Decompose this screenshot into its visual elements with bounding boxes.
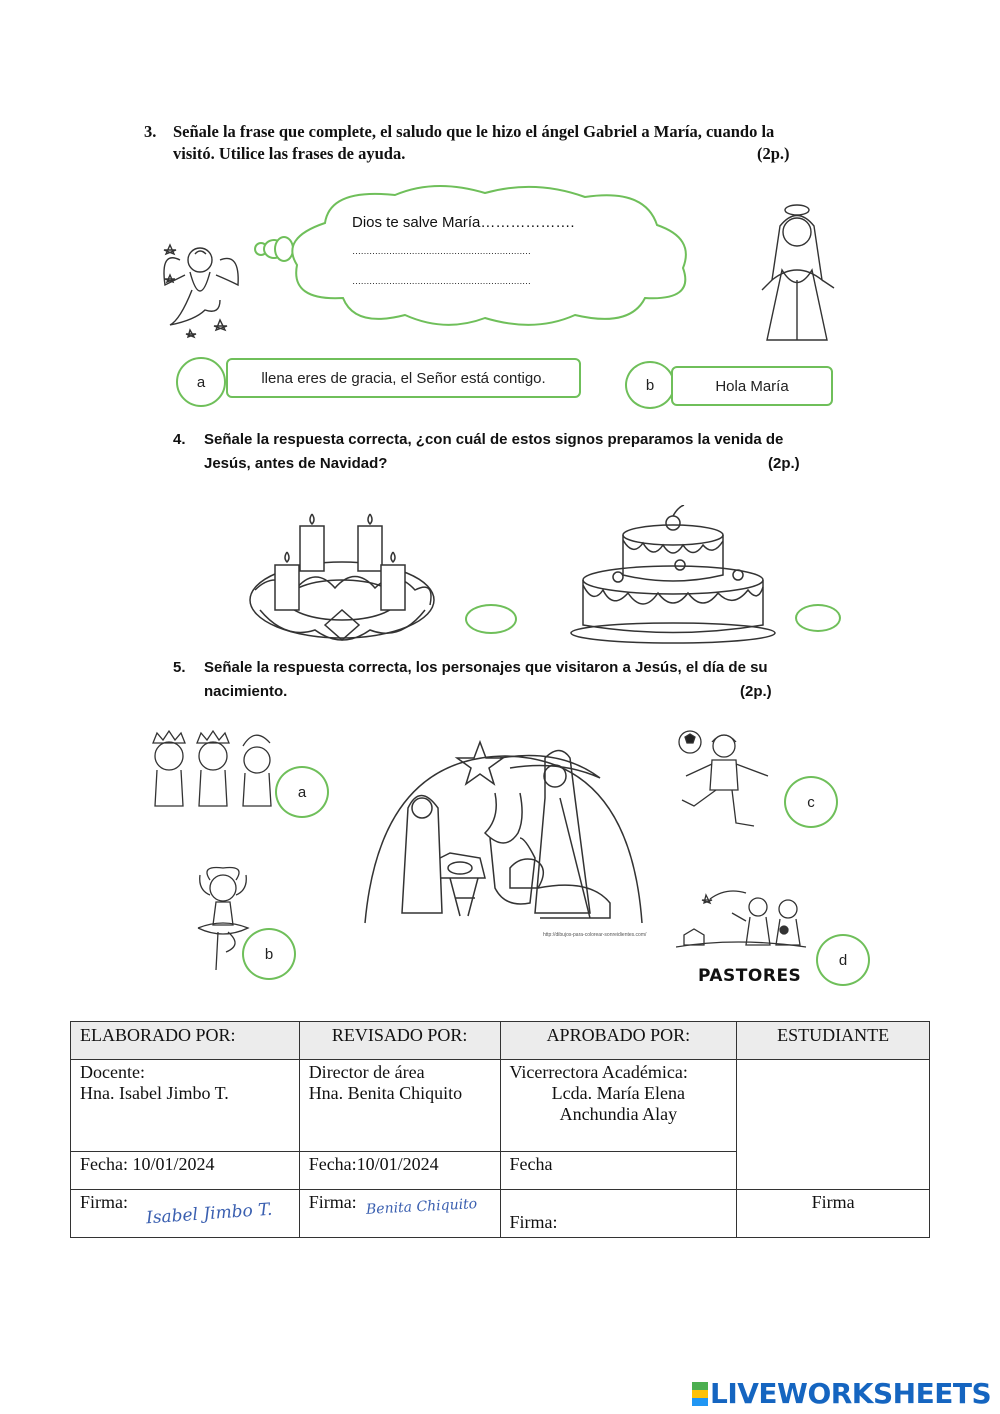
q3-option-a-box[interactable]: llena eres de gracia, el Señor está contigo. xyxy=(226,358,581,398)
q3-number: 3. xyxy=(144,122,157,141)
soccer-kid-illustration xyxy=(676,728,776,833)
cell-vicerrectora xyxy=(500,1060,737,1152)
q5-line1: Señale la respuesta correcta, los personajes que visitaron a Jesús, el día de su xyxy=(204,659,768,676)
cloud-line-1: Dios te salve María………………. xyxy=(352,214,575,231)
q4-option-wreath-oval[interactable] xyxy=(465,604,517,634)
q4-number: 4. xyxy=(173,431,186,448)
q4-option-cake-oval[interactable] xyxy=(795,604,841,632)
q3-points: (2p.) xyxy=(757,144,790,163)
name-maria-1: Lcda. María Elena xyxy=(551,1083,686,1103)
role-docente: Docente: xyxy=(80,1062,145,1082)
cell-estudiante-blank[interactable] xyxy=(737,1060,930,1190)
q5-points: (2p.) xyxy=(740,683,772,700)
cell-director xyxy=(299,1060,500,1152)
angel-illustration xyxy=(150,230,245,345)
lws-logo-icon xyxy=(692,1382,708,1406)
sign-estudiante[interactable]: Firma xyxy=(737,1190,930,1238)
role-director: Director de área xyxy=(308,1062,425,1082)
date-aprobado: Fecha xyxy=(500,1152,737,1190)
table-row xyxy=(71,1060,930,1152)
speech-cloud xyxy=(285,183,693,331)
q4-line1: Señale la respuesta correcta, ¿con cuál de estos signos preparamos la venida de xyxy=(204,431,784,448)
name-isabel: Hna. Isabel Jimbo T. xyxy=(80,1083,229,1103)
logo-text: LIVEWORKSHEETS xyxy=(710,1377,992,1410)
nativity-illustration xyxy=(360,738,650,943)
cell-docente xyxy=(71,1060,300,1152)
name-maria-2: Anchundia Alay xyxy=(559,1104,678,1124)
date-revisado: Fecha:10/01/2024 xyxy=(299,1152,500,1190)
q5-option-a-circle[interactable]: a xyxy=(275,766,329,818)
firma-label-1: Firma: xyxy=(80,1192,128,1212)
cloud-line-2: ……………………………………………………… xyxy=(352,246,531,256)
q3-line2: visitó. Utilice las frases de ayuda. xyxy=(173,144,406,163)
nativity-credit: http://dibujos-para-colorear-sonreidientes.com/ xyxy=(543,932,647,938)
q3-option-a-circle[interactable]: a xyxy=(176,357,226,407)
shepherds-illustration xyxy=(676,885,816,955)
q5-option-b-circle[interactable]: b xyxy=(242,928,296,980)
three-kings-illustration xyxy=(145,728,285,813)
q5-option-c-circle[interactable]: c xyxy=(784,776,838,828)
cloud-line-3: ……………………………………………………… xyxy=(352,276,531,286)
q5-number: 5. xyxy=(173,659,186,676)
date-elaborado: Fecha: 10/01/2024 xyxy=(71,1152,300,1190)
approval-table xyxy=(70,1021,930,1238)
signature-benita: Benita Chiquito xyxy=(365,1196,478,1218)
q3-option-b-circle[interactable]: b xyxy=(625,361,675,409)
q3-option-b-box[interactable]: Hola María xyxy=(671,366,833,406)
sign-revisado xyxy=(299,1190,500,1238)
name-benita: Hna. Benita Chiquito xyxy=(308,1083,463,1103)
q5-option-d-circle[interactable]: d xyxy=(816,934,870,986)
header-aprobado: APROBADO POR: xyxy=(500,1022,737,1060)
header-elaborado: ELABORADO POR: xyxy=(71,1022,300,1060)
cake-illustration xyxy=(568,505,778,645)
q4-line2: Jesús, antes de Navidad? xyxy=(204,455,388,472)
table-header-row xyxy=(71,1022,930,1060)
table-row xyxy=(71,1190,930,1238)
pastores-label: PASTORES xyxy=(698,966,802,986)
header-estudiante: ESTUDIANTE xyxy=(737,1022,930,1060)
role-vicerrectora: Vicerrectora Académica: xyxy=(509,1062,688,1082)
sign-elaborado xyxy=(71,1190,300,1238)
mary-illustration xyxy=(742,200,852,345)
liveworksheets-logo xyxy=(692,1377,991,1410)
sign-aprobado: Firma: xyxy=(500,1190,737,1238)
q3-line1: Señale la frase que complete, el saludo que le hizo el ángel Gabriel a María, cuando la xyxy=(173,122,775,141)
advent-wreath-illustration xyxy=(245,510,440,650)
signature-isabel: Isabel Jimbo T. xyxy=(145,1199,274,1229)
q4-points: (2p.) xyxy=(768,455,800,472)
header-revisado: REVISADO POR: xyxy=(299,1022,500,1060)
q5-line2: nacimiento. xyxy=(204,683,288,700)
firma-label-2: Firma: xyxy=(308,1192,357,1212)
